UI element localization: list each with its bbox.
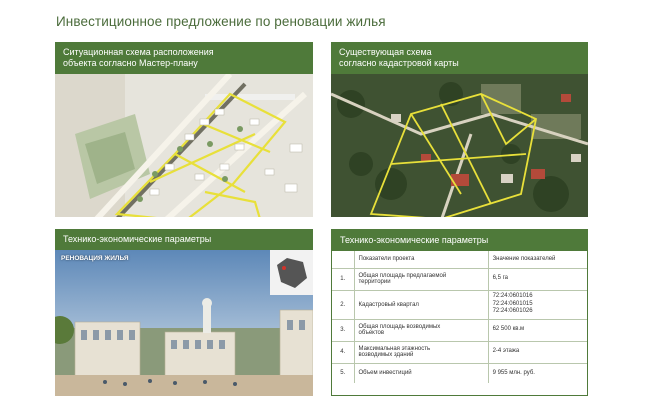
- cadastre-satellite-image: [331, 74, 588, 217]
- render-overlay-label: РЕНОВАЦИЯ ЖИЛЬЯ: [61, 255, 129, 262]
- row-num: 2.: [332, 290, 354, 319]
- row-value: [488, 290, 587, 319]
- row-indicator: [354, 363, 488, 383]
- masterplan-panel: [55, 42, 313, 217]
- row-indicator-line: Общая площадь предлагаемой: [358, 273, 447, 279]
- row-indicator: [354, 341, 488, 363]
- row-value-line: 72:24:0601026: [492, 308, 533, 315]
- page-title: Инвестиционное предложение по реновации жилья: [56, 14, 386, 29]
- row-value: [488, 319, 587, 341]
- row-num: 1.: [332, 268, 354, 290]
- params-table-header: [332, 230, 587, 251]
- renovation-render-image: [55, 250, 313, 396]
- table-row: [332, 290, 587, 319]
- params-table: [332, 251, 587, 383]
- masterplan-map-image: [55, 74, 313, 217]
- col-header-num: [332, 251, 354, 268]
- table-row: [332, 268, 587, 290]
- row-num: 5.: [332, 363, 354, 383]
- table-row: [332, 363, 587, 383]
- cadastre-panel: [331, 42, 588, 217]
- row-indicator-line: объектов: [358, 330, 385, 336]
- row-num: 3.: [332, 319, 354, 341]
- row-value-line: 6,5 га: [492, 275, 508, 282]
- row-value: [488, 363, 587, 383]
- col-header-indicator: Показатели проекта: [354, 251, 488, 268]
- row-indicator-line: Максимальная этажность: [358, 346, 431, 352]
- row-value-line: 72:24:0601015: [492, 300, 533, 307]
- row-indicator-line: Объем инвестиций: [358, 370, 412, 377]
- row-indicator: [354, 268, 488, 290]
- masterplan-title-line2: объекта согласно Мастер-плану: [63, 58, 198, 68]
- masterplan-panel-header: [55, 42, 313, 74]
- row-value-line: 62 500 кв.м: [492, 326, 525, 333]
- cadastre-title-line2: согласно кадастровой карты: [339, 58, 459, 68]
- row-indicator-line: территории: [358, 279, 391, 285]
- masterplan-title-line1: Ситуационная схема расположения: [63, 47, 214, 57]
- row-num: 4.: [332, 341, 354, 363]
- params-table-title: Технико-экономические параметры: [340, 235, 489, 245]
- params-header-row: [332, 251, 587, 268]
- render-title: Технико-экономические параметры: [63, 234, 212, 244]
- row-value: [488, 341, 587, 363]
- row-indicator: [354, 290, 488, 319]
- col-header-value: Значение показателей: [488, 251, 587, 268]
- params-table-panel: [331, 229, 588, 396]
- row-value-line: 2-4 этажа: [492, 348, 520, 355]
- table-row: [332, 319, 587, 341]
- row-indicator: [354, 319, 488, 341]
- row-indicator-line: возводимых зданий: [358, 352, 414, 358]
- render-panel-header: [55, 229, 313, 250]
- row-value-line: 72:24:0601016: [492, 293, 533, 300]
- row-indicator-line: Общая площадь возводимых: [358, 324, 441, 330]
- cadastre-panel-header: [331, 42, 588, 74]
- row-value: [488, 268, 587, 290]
- render-panel: [55, 229, 313, 396]
- cadastre-title-line1: Существующая схема: [339, 47, 432, 57]
- row-value-line: 9 955 млн. руб.: [492, 369, 535, 376]
- table-row: [332, 341, 587, 363]
- row-indicator-line: Кадастровый квартал: [358, 301, 419, 308]
